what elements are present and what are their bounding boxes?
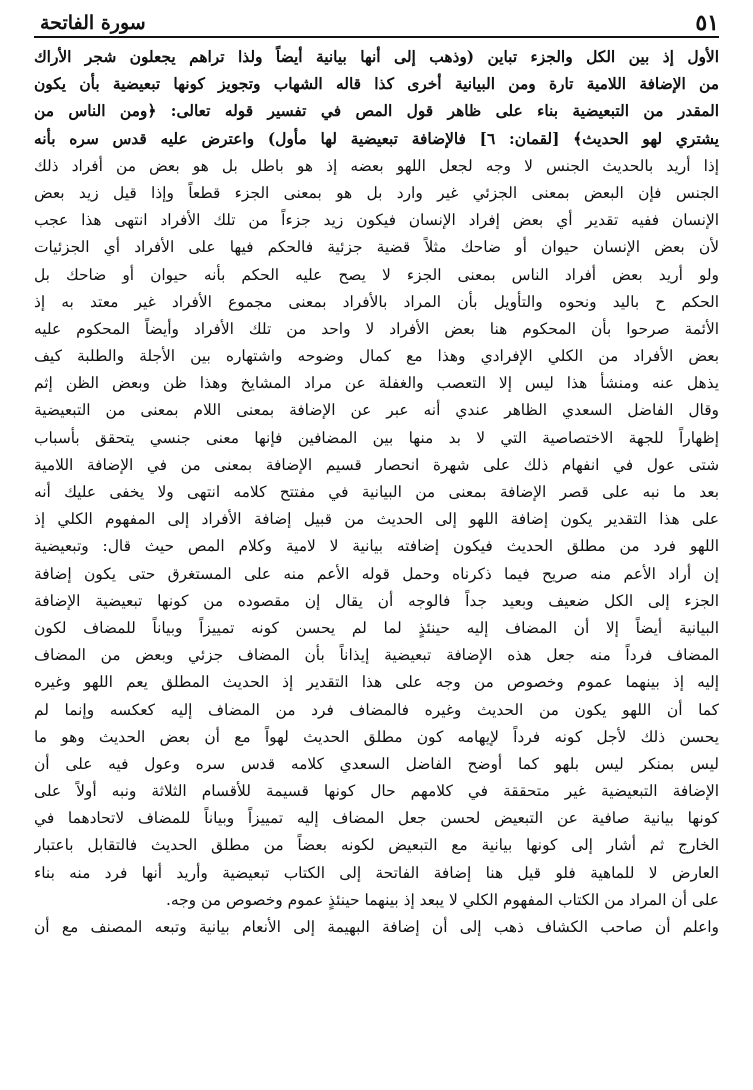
text-line: إذا أريد بالحديث الجنس لا وجه لجعل اللهو بعضه إذ هو باطل بل هو بعض من أفراد ذلك xyxy=(34,156,719,175)
text-line: لأن بعض الإنسان حيوان أو ضاحك مثلاً قضية جزئية فالحكم فيها على الأفراد أي الجزئيات xyxy=(34,238,719,257)
text-line: من الإضافة اللامية تارة ومن البيانية أخرى كذا قاله الشهاب وتجويز كونها تبعيضية بأن يكون xyxy=(34,75,719,94)
body-text xyxy=(34,44,719,941)
text-line: وقال الفاضل السعدي الظاهر عندي أنه عبر عن الإضافة بمعنى اللام بمعنى من التبعيضية xyxy=(34,401,719,420)
text-line: شتى عول في انفهام ذلك على شهرة انحصار قسيم الإضافة بمعنى من في الإضافة اللامية xyxy=(34,455,719,474)
text-line: البيانية أيضاً إلا أن المضاف إليه حينئذٍ لما لم يحسن كونه تمييزاً وبياناً للمضاف لكون xyxy=(34,618,719,637)
text-line: إظهاراً للجهة الاختصاصية التي لا بد منها بين المضافين فإنها معنى جنسي يتحقق بأسباب xyxy=(34,428,719,447)
text-line: بعض الأفراد من الكلي الإفرادي وهذا مع كمال وضوحه واشتهاره بين الأجلة والطلبة كيف xyxy=(34,347,719,366)
text-line: كما أن اللهو يكون من الحديث وغيره فالمضاف فرد من المضاف إليه كعكسه وإنما لم xyxy=(34,700,719,719)
text-line: الإنسان ففيه تقدير أي بعض إفراد الإنسان فيكون زيد جزءاً من تلك الأفراد انتهى هذا عجب xyxy=(34,211,719,230)
text-line: على أن المراد من الكتاب المفهوم الكلي لا يبعد إذ بينهما حينئذٍ عموم وخصوص من وجه. xyxy=(166,890,719,909)
text-line: الجنس فإن البعض بمعنى الجزئي غير وارد بل هو بمعنى الجزء قطعاً وإذا قيل زيد بعض xyxy=(34,183,719,202)
text-line: بعد ما نبه على قصر الإضافة بمعنى من البيانية في مفتتح كلامه انتهى ولا يخفى عليك أنه xyxy=(34,483,719,501)
text-line: اللهو فرد من مطلق الحديث فيكون إضافته بيانية لا لامية وكلام المص حيث قال: وتبعيضية xyxy=(34,537,719,556)
text-line: الخارج ثم أشار إلى كونها بيانية مع التبعيض لكونه بعضاً من مطلق الحديث فالتقابل باعتبار xyxy=(34,836,719,855)
text-line: إليه إذ بينهما عموم وخصوص من وجه على هذا التقدير إذ الحديث المطلق يعم اللهو وغيره xyxy=(34,673,719,692)
text-line: يشتري لهو الحديث﴾ [لقمان: ٦] فالإضافة تبعيضية لها مأول) واعترض عليه قدس سره بأنه xyxy=(34,129,719,148)
text-line: الإضافة التبعيضية غير متحققة في كلامهم حال كونها قسيمة للأقسام الثلاثة ونبه أولاً على xyxy=(34,782,719,801)
text-line: ولو أريد بعض أفراد الناس بمعنى الجزء لا يصح عليه الحكم بأنه حيوان أو ضاحك بل xyxy=(34,265,719,284)
text-line: المقدر من التبعيضية بناء على ظاهر قول المص في تفسير قوله تعالى: ﴿ومن الناس من xyxy=(34,102,719,121)
text-line: الأول إذ بين الكل والجزء تباين (وذهب إلى أنها بيانية أيضاً ولذا تراهم يجعلون شجر الأراك xyxy=(34,48,719,66)
text-line: كونها بيانية صافية عن التبعيض لحسن جعل المضاف إليه تمييزاً وبياناً للمضاف لاتحادهما في xyxy=(34,809,719,828)
text-line: الحكم ح باليد ونحوه والتأويل بأن المراد بالأفراد بمعنى مجموع الأفراد غير معتد به إذ xyxy=(34,292,719,311)
text-line: العارض لا للماهية فلو قيل هنا إضافة الفاتحة إلى الكتاب تبعيضية وأريد أنها فرد منه بناء xyxy=(34,863,719,882)
text-line: يحسن ذلك لأجل كونه فرداً لإيهامه كون مطلق الحديث لهواً مع أن بعض الحديث وهو ما xyxy=(34,727,719,746)
text-line: الجزء إلى الكل ضعيف وبعيد جداً فالوجه أن يقال إن مقصوده من كونها تبعيضية الإضافة xyxy=(34,591,719,610)
page-number: ٥١ xyxy=(695,10,719,36)
text-line: الأئمة صرحوا بأن المحكوم هنا بعض الأفراد لا واحد من تلك الأفراد وأيضاً المحكوم عليه xyxy=(34,319,719,338)
text-line: يذهل عنه ومنشأ هذا ليس إلا التعصب والغفلة عن مراد المشايخ وهذا ظن وبعض الظن إثم xyxy=(34,374,719,393)
text-line: على هذا التقدير يكون إضافة اللهو إلى الحديث من قبيل إضافة الأفراد إلى المفهوم الكلي إذ xyxy=(34,510,719,529)
text-line: ليس بمنكر ليس بلهو كما أوضح الفاضل السعدي كلامه قدس سره وعول فيه على أن xyxy=(34,754,719,773)
page-header xyxy=(34,6,719,38)
surah-title: سورة الفاتحة xyxy=(40,12,146,34)
text-line: واعلم أن صاحب الكشاف ذهب إلى أن إضافة البهيمة إلى الأنعام بيانية وتبعه المصنف مع أن xyxy=(34,918,719,936)
text-line: إن أراد الأعم منه صريح فيما ذكرناه وحمل قوله الأعم منه على المستغرق حتى يكون إضافة xyxy=(34,564,719,583)
text-line: المضاف فرداً منه جعل هذه الإضافة تبعيضية إيذاناً بأن المضاف جزئي وبعض من المضاف xyxy=(34,646,719,665)
